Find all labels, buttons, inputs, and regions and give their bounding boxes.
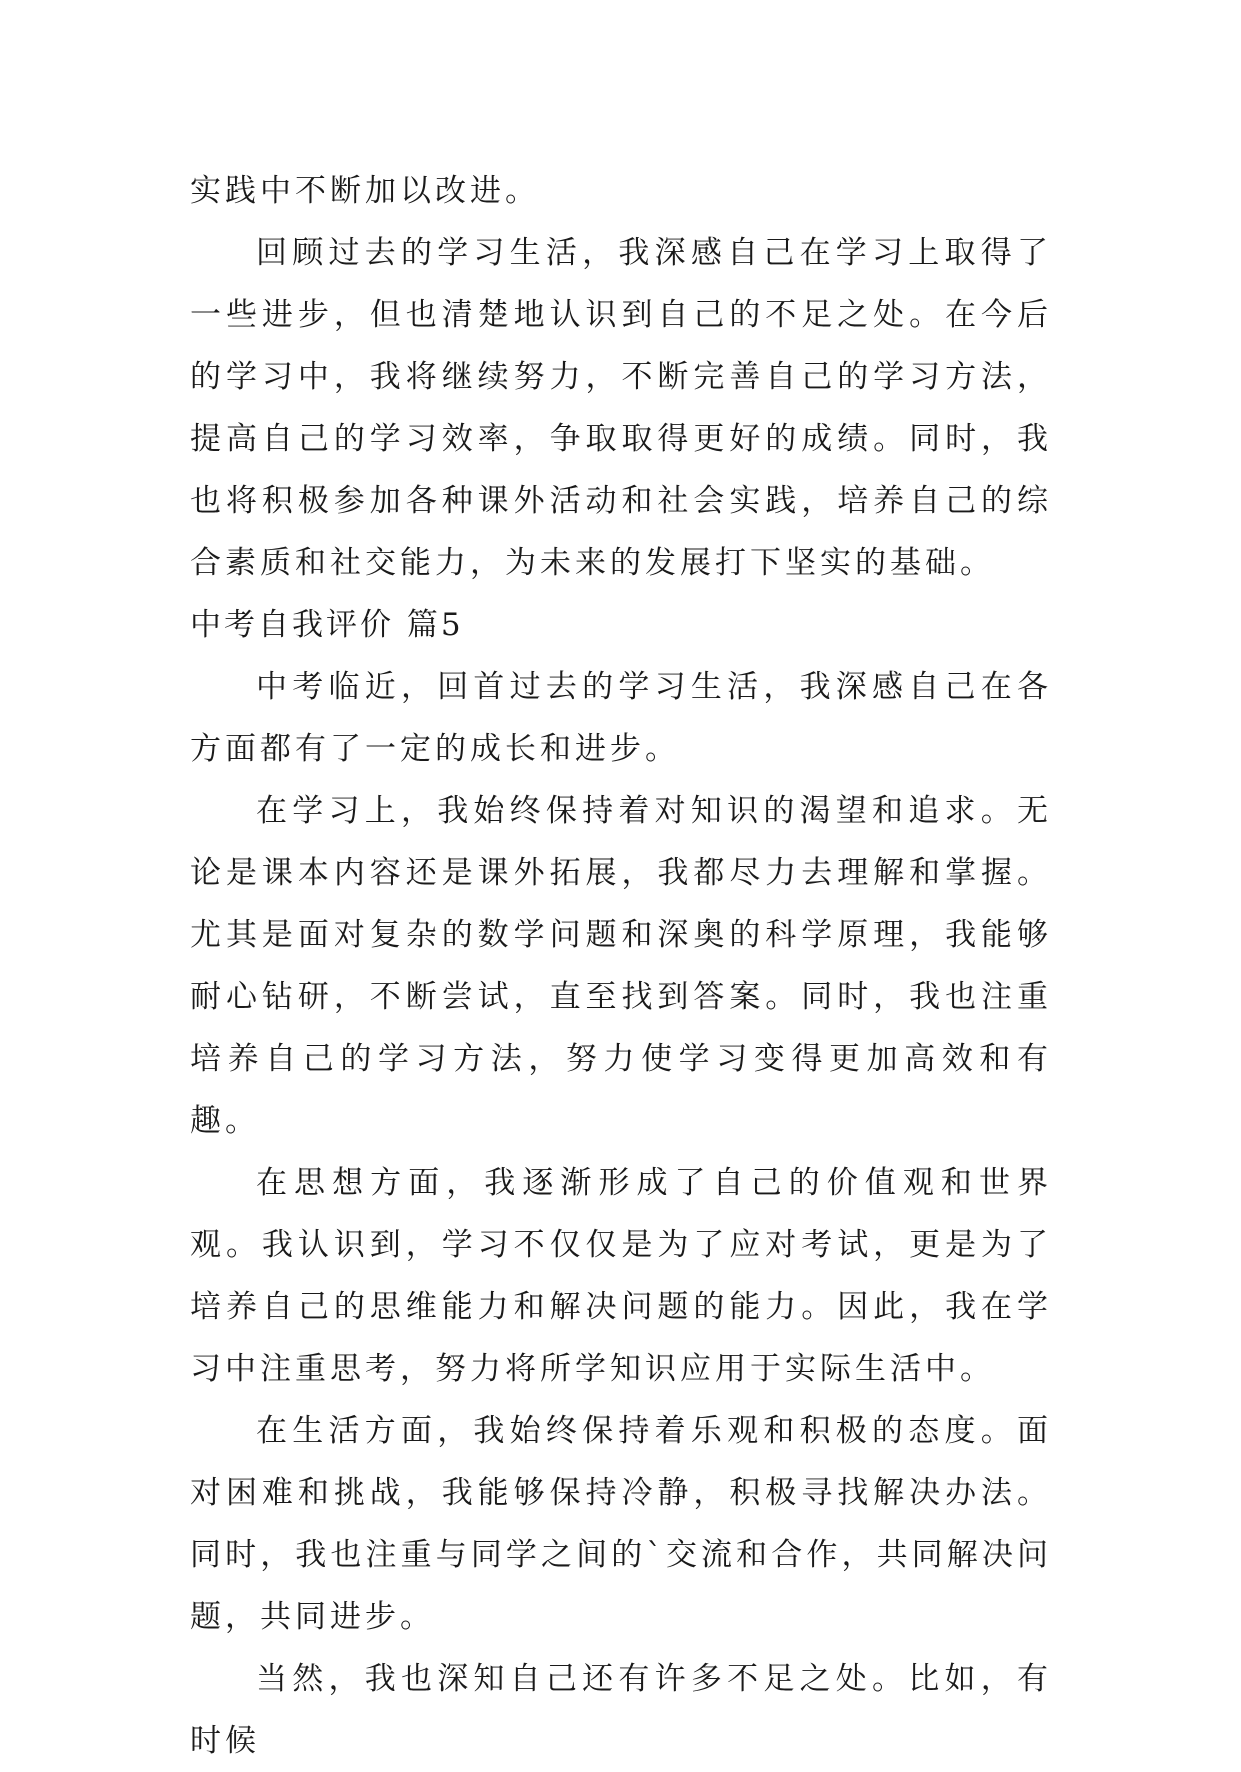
- section-heading: 中考自我评价 篇5: [190, 607, 464, 643]
- document-body: [190, 160, 1052, 1772]
- paragraph-study: 在学习上，我始终保持着对知识的渴望和追求。无论是课本内容还是课外拓展，我都尽力去理解和掌握。尤其是面对复杂的数学问题和深奥的科学原理，我能够耐心钻研，不断尝试，直至找到答案。同时，我也注重培养自己的学习方法，努力使学习变得更加高效和有趣。: [190, 793, 1052, 1139]
- paragraph-continuation: 实践中不断加以改进。: [190, 173, 540, 209]
- paragraph-intro: 中考临近，回首过去的学习生活，我深感自己在各方面都有了一定的成长和进步。: [190, 669, 1052, 767]
- paragraph-review: 回顾过去的学习生活，我深感自己在学习上取得了一些进步，但也清楚地认识到自己的不足之处。在今后的学习中，我将继续努力，不断完善自己的学习方法，提高自己的学习效率，争取取得更好的成绩。同时，我也将积极参加各种课外活动和社会实践，培养自己的综合素质和社交能力，为未来的发展打下坚实的基础。: [190, 235, 1052, 581]
- paragraph-thinking: 在思想方面，我逐渐形成了自己的价值观和世界观。我认识到，学习不仅仅是为了应对考试，更是为了培养自己的思维能力和解决问题的能力。因此，我在学习中注重思考，努力将所学知识应用于实际生活中。: [190, 1165, 1052, 1387]
- paragraph-shortcomings: 当然，我也深知自己还有许多不足之处。比如，有时候: [190, 1661, 1052, 1759]
- paragraph-life: 在生活方面，我始终保持着乐观和积极的态度。面对困难和挑战，我能够保持冷静，积极寻找解决办法。同时，我也注重与同学之间的`交流和合作，共同解决问题，共同进步。: [190, 1413, 1052, 1635]
